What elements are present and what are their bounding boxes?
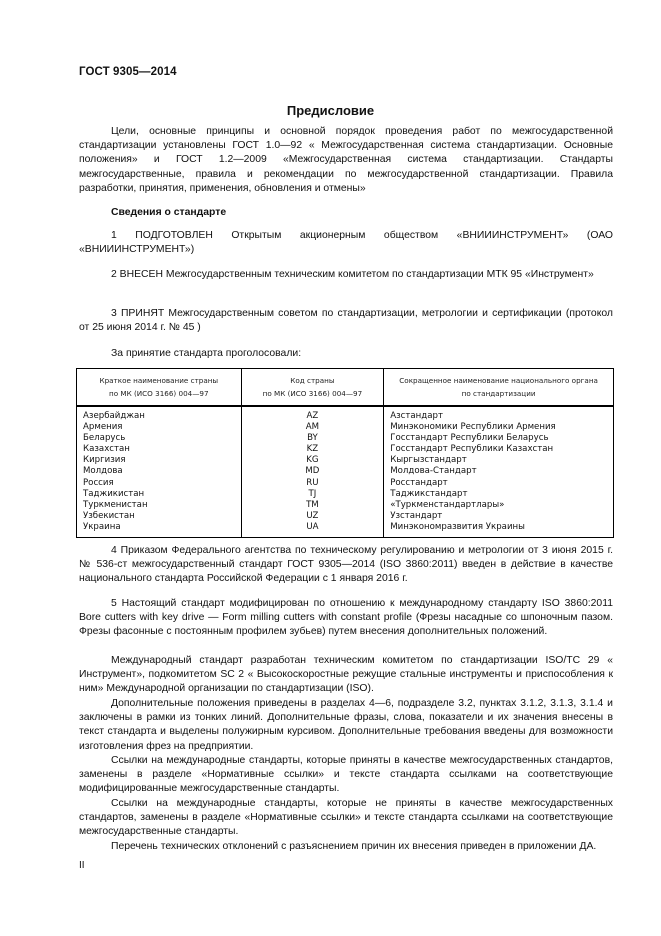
item-5-refs-not-adopted-paragraph [79,797,613,840]
intro-paragraph [79,125,613,196]
code-cell: MD [305,466,320,477]
header-line: Краткое наименование страны [99,376,219,385]
code-cell: TJ [308,488,317,499]
item-5-deviations-text: Перечень технических отклонений с разъяснением причин их внесения приведен в приложении ДА. [111,841,597,852]
body-cell: Таджикстандарт [390,488,468,499]
code-cell: UA [306,521,319,532]
country-cell: Беларусь [83,433,126,444]
country-cell: Украина [83,521,121,532]
body-cell: Госстандарт Республики Казахстан [390,444,554,455]
code-cell: RU [306,477,319,488]
item-1-paragraph [79,229,613,257]
body-cell: «Туркменстандартлары» [390,499,505,510]
column-header-country [77,369,242,407]
item-5-tc-paragraph [79,654,613,697]
item-3-paragraph [79,307,613,335]
vote-intro-text: За принятие стандарта проголосовали: [111,348,302,359]
header-line: по МК (ИСО 3166) 004—97 [262,389,363,398]
header-line: Сокращенное наименование национального органа [399,376,598,385]
voting-countries-table [76,368,614,538]
code-column [241,406,384,538]
country-cell: Казахстан [83,444,130,455]
column-header-code [241,369,384,407]
table-row [77,406,614,538]
country-cell: Молдова [83,466,123,477]
item-5-refs-adopted-text: Ссылки на международные стандарты, которые приняты в качестве межгосударственных стандартов, заменены в разделе «Нормативные ссылки» и тексте стандарта ссылками на соответствующие модифицированные межгосударственные стандарты. [79,755,613,795]
body-cell: Минэкономики Республики Армения [390,422,556,433]
item-3-text: 3 ПРИНЯТ Межгосударственным советом по стандартизации, метрологии и сертификации (протокол от 25 июня 2014 г. № 45 ) [79,308,613,334]
country-cell: Азербайджан [83,411,145,421]
item-4-text: 4 Приказом Федерального агентства по техническому регулированию и метрологии от 3 июня 2015 г. № 536-ст межгосударственный стандарт ГОСТ 9305—2014 (ISO 3860:2011) введен в действие в качестве национального стандарта Российской Федерации с 1 января 2016 г. [79,545,613,585]
item-5-tc-text: Международный стандарт разработан техническим комитетом по стандартизации ISO/TC 29 « Инструмент», подкомитетом SC 2 « Высокоскоростные режущие стальные инструменты и приспособления к ним» Международной организации по стандартизации (ISO). [79,655,613,695]
item-2-text: 2 ВНЕСЕН Межгосударственным техническим комитетом по стандартизации МТК 95 «Инструмент» [111,269,594,280]
page-number: II [79,860,85,871]
body-cell: Азстандарт [390,411,443,421]
section-heading: Сведения о стандарте [111,207,227,218]
country-cell: Узбекистан [83,510,135,521]
body-cell: Госстандарт Республики Беларусь [390,433,549,444]
code-cell: UZ [306,510,319,521]
country-cell: Туркменистан [83,499,148,510]
country-cell: Киргизия [83,455,126,466]
body-cell: Молдова-Стандарт [390,466,477,477]
country-cell: Россия [83,477,114,488]
item-5-additions-text: Дополнительные положения приведены в разделах 4—6, подразделе 3.2, пунктах 3.1.2, 3.1.3, 3.1.4 и заключены в рамки из тонких линий. Дополнительные фразы, слова, показатели и их значения внесены в текст стандарта и выделены полужирным курсивом. Дополнительные требования введены для возможности изготовления фрез на предприятии. [79,698,613,752]
item-1-text: 1 ПОДГОТОВЛЕН Открытым акционерным обществом «ВНИИИНСТРУМЕНТ» (ОАО «ВНИИИНСТРУМЕНТ») [79,230,613,256]
item-2-paragraph [79,268,613,282]
header-line: Код страны [290,376,335,385]
document-code: ГОСТ 9305—2014 [79,66,177,78]
body-column [384,406,614,538]
page-title: Предисловие [286,103,375,118]
code-cell: TM [306,499,319,510]
table-header-row [77,369,614,407]
header-line: по МК (ИСО 3166) 004—97 [109,389,209,398]
code-cell: KZ [306,444,319,455]
country-column [77,406,242,538]
item-5-deviations-paragraph [79,840,613,854]
code-cell: AZ [306,411,319,421]
code-cell: KG [306,455,319,466]
code-cell: BY [307,433,318,444]
column-header-body [384,369,614,407]
item-5-refs-not-adopted-text: Ссылки на международные стандарты, которые не приняты в качестве межгосударственных стандартов, заменены в разделе «Нормативные ссылки» и тексте стандарта ссылками на соответствующие межгосударственные стандарты. [79,798,613,838]
body-cell: Узстандарт [390,510,443,521]
body-cell: Росстандарт [390,477,448,488]
item-5-paragraph [79,597,613,640]
country-cell: Таджикистан [83,488,145,499]
country-cell: Армения [83,422,123,433]
item-5-refs-adopted-paragraph [79,754,613,797]
body-cell: Минэкономразвития Украины [390,521,525,532]
vote-intro [79,347,613,361]
item-4-paragraph [79,544,613,587]
body-cell: Кыргызстандарт [390,455,467,466]
code-cell: AM [305,422,320,433]
item-5-text: 5 Настоящий стандарт модифицирован по отношению к международному стандарту ISO 3860:2011 Bore cutters with key drive — Form milling cutters with constant profile (Фрезы насадные со шпоночным пазом. Фрезы фасонные с постоянным профилем зубьев) путем внесения дополнительных положений. [79,598,613,638]
header-line: по стандартизации [461,389,536,398]
item-5-additions-paragraph [79,697,613,754]
intro-text: Цели, основные принципы и основной порядок проведения работ по межгосударственной стандартизации установлены ГОСТ 1.0—92 « Межгосударственная система стандартизации. Основные положения» и ГОСТ 1.2—2009 «Межгосударственная система стандартизации. Стандарты межгосударственные, правила и рекомендации по межгосударственной стандартизации. Правила разработки, принятия, применения, обновления и отмены» [79,126,613,194]
